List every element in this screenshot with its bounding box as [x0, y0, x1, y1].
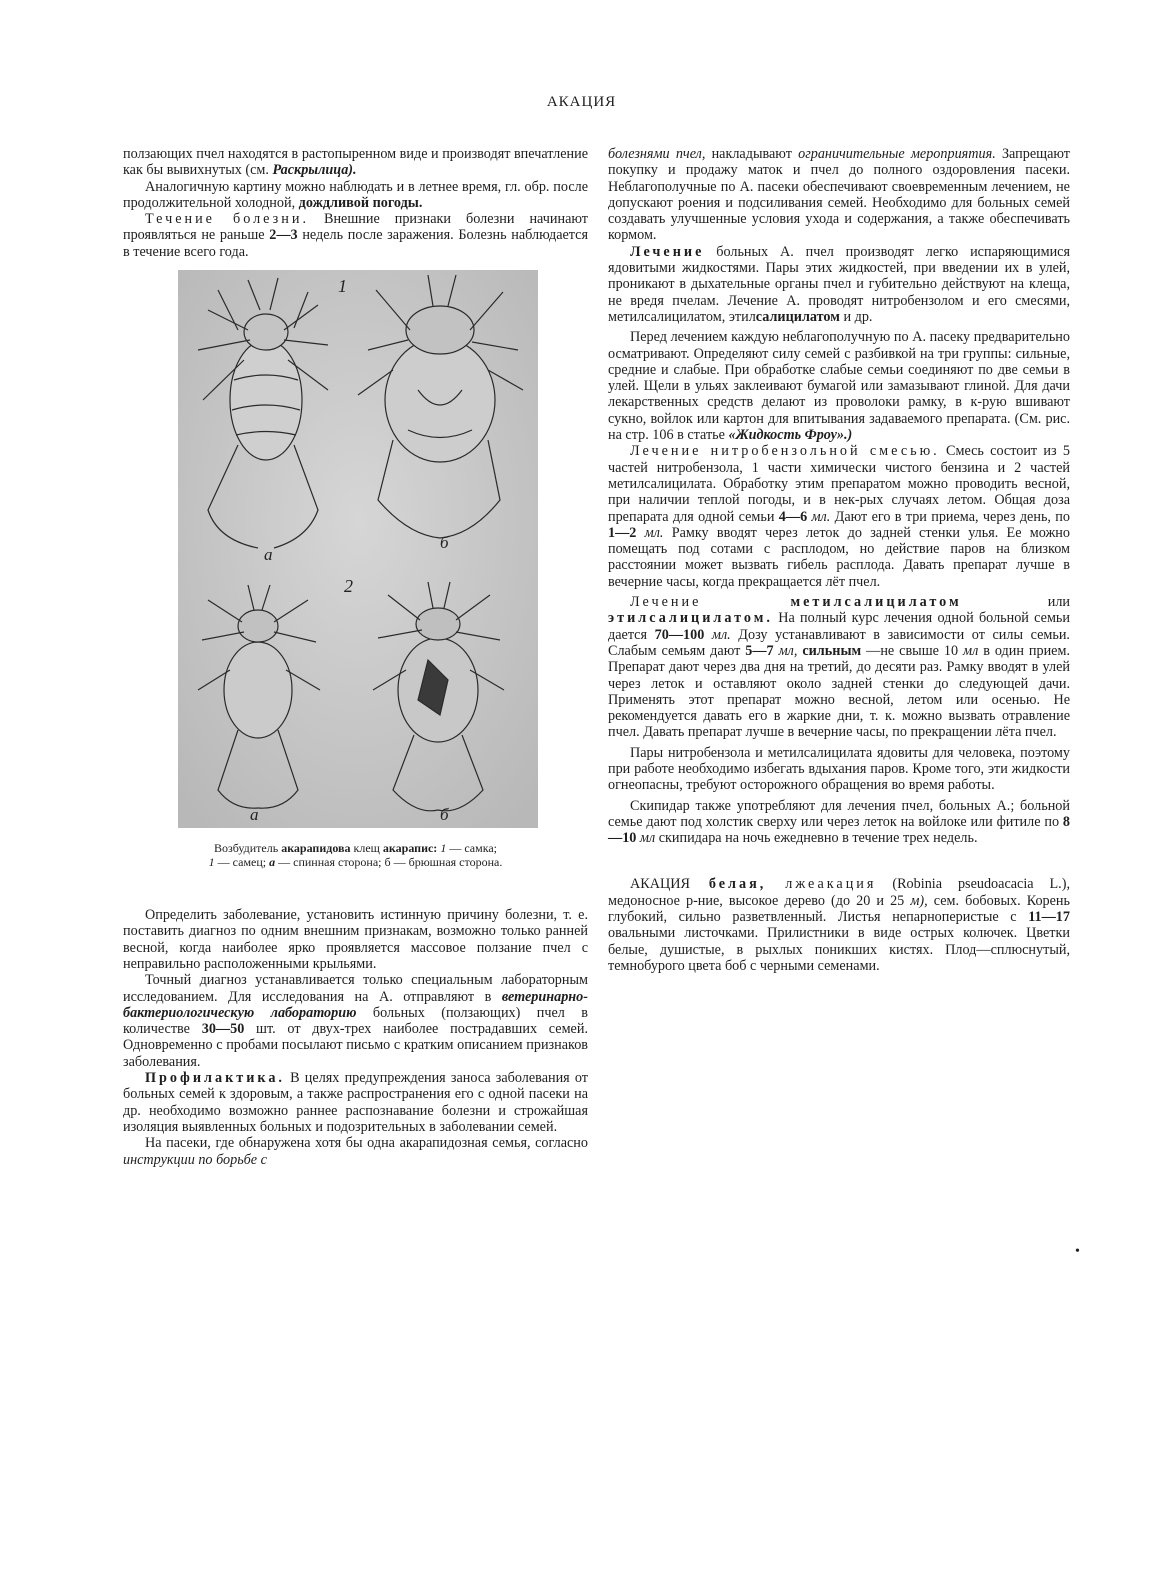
right-column — [608, 146, 1070, 974]
text: сем. бобовых. Корень глубокий, сильно разветвленный. Листья непарноперистые с — [608, 892, 1070, 926]
text: 1—2 — [608, 524, 637, 541]
paragraph — [608, 443, 1070, 590]
section-heading: Лечение нитробензольной смесью. — [630, 443, 940, 460]
text: 11—17 — [1028, 909, 1070, 926]
text: метилсалицилатом — [790, 594, 962, 611]
text: сильным — [797, 642, 862, 659]
paragraph — [123, 1135, 588, 1168]
text: ползающих пчел находятся в растопыренном виде и производят впечатление как бы вывихнутых (см. — [123, 146, 588, 179]
figure-label: 2 — [344, 576, 353, 597]
text: лжеакация — [766, 876, 877, 893]
figure — [123, 270, 588, 869]
text: шт. от двух-трех наиболее пострадавших семей. Одновременно с пробами посылают письмо с кратким описанием признаков заболевания. — [123, 1021, 588, 1070]
text: Дозу устанавливают в зависимости от силы семьи. Слабым семьям дают — [608, 626, 1070, 659]
text: 1 — [440, 841, 447, 856]
text: белая, — [689, 876, 767, 893]
text: 1 — [208, 854, 215, 869]
mite-illustration — [178, 270, 538, 828]
mite-drawing — [178, 270, 538, 828]
text: дождливой погоды. — [298, 194, 423, 211]
text: Аналогичную картину можно наблюдать и в летнее время, гл. обр. после продолжительной холодной, — [123, 178, 588, 211]
paragraph — [123, 211, 588, 260]
paragraph — [123, 146, 588, 179]
text: накладывают — [705, 146, 799, 162]
left-column — [123, 146, 588, 1168]
paragraph — [123, 972, 588, 1070]
text: недель после заражения. Болезнь наблюдается в течение всего года. — [123, 227, 588, 260]
text: 8—10 — [608, 813, 1070, 847]
text: мл. — [636, 524, 664, 541]
text: инструкции по борьбе с — [123, 1151, 267, 1168]
text: мл. — [704, 626, 731, 643]
text: — самка; — [446, 841, 498, 856]
text: 30—50 — [201, 1021, 245, 1038]
text: акарапис: — [382, 841, 438, 856]
text: мл. — [807, 508, 831, 525]
text: и др. — [839, 308, 873, 325]
paragraph — [123, 179, 588, 212]
text: Запрещают покупку и продажу маток и пчел до полного оздоровления пасеки. Неблагополучные по А. пасеки обеспечивают своевременным лечением, не допускают роения и подсиливания семей. Необходимо для больных семей создавать улучшенные условия ухода и содержания, а также обеспечивать кормом. — [608, 146, 1070, 244]
text: Рамку вводят через леток до задней стенки улья. Ее можно помещать под сотами с расплодом, но действие паров на близком расстоянии может вызвать гибель расплода. Давать препарат лучше в вечерние часы, когда прекращается лёт пчел. — [608, 524, 1070, 590]
paragraph — [608, 594, 1070, 741]
text: Внешние признаки болезни начинают проявляться не раньше — [123, 211, 588, 244]
text: м), — [910, 892, 928, 909]
text: больных (ползающих) пчел в количестве — [123, 1004, 588, 1038]
paragraph — [608, 329, 1070, 443]
text: акарапидова — [281, 841, 351, 856]
text: 5—7 — [745, 642, 774, 659]
text: Лечение — [630, 594, 791, 611]
text: мл — [963, 642, 979, 659]
text: Смесь состоит из 5 частей нитробензола, 1 части химически чистого бензина и 2 частей метилсалицилата. Обработку этим препаратом можно проводить весной, при наличии теплой погоды, и в нек-рых случаях летом. Общая доза препарата для одной семьи — [608, 443, 1070, 525]
figure-label: a — [250, 805, 259, 825]
text: — самец; — [214, 854, 270, 869]
paragraph: Определить заболевание, установить истинную причину болезни, т. е. поставить диагноз по одним внешним признакам, возможно только ранней весной, когда наиболее ярко проявляется массовое ползание пчел с неправильно расположенными крыльями. — [123, 907, 588, 972]
text: мл, — [773, 642, 798, 659]
paragraph — [608, 798, 1070, 847]
section-heading: этилсалицилатом. — [608, 610, 773, 627]
cross-reference-link[interactable]: «Жидкость Фроу».) — [728, 427, 853, 444]
text: Дают его в три приема, через день, по — [830, 508, 1070, 525]
figure-caption — [123, 842, 588, 869]
section-heading: Лечение — [630, 243, 705, 260]
text: На полный курс лечения одной больной семьи дается — [608, 610, 1070, 643]
text: (Robinia pseudoacacia L.), медоносное р-ние, высокое дерево (до 20 и 25 — [608, 876, 1070, 909]
text: ветеринарно-бактериологическую лабораторию — [123, 988, 588, 1021]
margin-bullet: • — [1075, 1244, 1080, 1259]
text: 4—6 — [778, 508, 808, 525]
text: или — [961, 594, 1071, 611]
section-heading: Течение болезни. — [145, 211, 309, 228]
text: больных А. пчел производят легко испаряющимися ядовитыми жидкостями. Пары этих жидкостей, при введении их в улей, проникают в дыхательные органы пчел и губительно действуют на клеща, не вредя пчелам. Лечение А. проводят нитробензолом и его смесями, метилсалицилатом, этил — [608, 243, 1070, 325]
paragraph — [608, 244, 1070, 325]
cross-reference-link[interactable]: Раскрылица). — [272, 162, 357, 179]
text: — спинная сторона; б — брюшная сторона. — [275, 854, 503, 869]
text: овальными листочками. Прилистники в виде острых колючек. Цветки белые, душистые, в рыхлых поникших кистях. Плод—сплюснутый, темнобурого цвета боб с черными семенами. — [608, 925, 1070, 974]
text: Скипидар также употребляют для лечения пчел, больных А.; больной семье дают под холстик сверху или через леток на войлоке или фитиле по — [608, 797, 1070, 830]
text: В целях предупреждения заноса заболевания от больных семей к здоровым, а также распространения его с одной пасеки на др. необходимо возможно раннее распознавание болезни и строжайшая изоляция выявленных больных и подозрительных в заболевании семей. — [123, 1070, 588, 1135]
text: —не свыше 10 — [861, 642, 964, 659]
figure-label: б — [440, 805, 449, 825]
text: Точный диагноз устанавливается только специальным лабораторным исследованием. Для исследования на А. отправляют в — [123, 972, 588, 1005]
section-heading: Профилактика. — [145, 1070, 285, 1087]
paragraph: Пары нитробензола и метилсалицилата ядовиты для человека, поэтому при работе необходимо избегать вдыхания паров. Кроме того, эти жидкости огнеопасны, требуют осторожного обращения во время работы. — [608, 744, 1070, 794]
text: мл — [636, 830, 656, 847]
text: клещ — [350, 841, 383, 856]
figure-label: 1 — [338, 276, 347, 297]
entry-paragraph — [608, 876, 1070, 974]
page-title: АКАЦИЯ — [546, 94, 617, 110]
entry-title: АКАЦИЯ — [630, 876, 690, 893]
text: в один прием. Препарат дают через два дня на третий, до десяти раз. Рамку вводят в улей через леток и оставляют около задней стенки до следующей дачи. Применять этот препарат можно весной, летом или осенью. Не рекомендуется давать его в жаркие дни, т. к. можно вызвать отравление пчел. Давать препарат лучше в вечерние часы, по прекращении лёта пчел. — [608, 642, 1071, 741]
text: Перед лечением каждую неблагополучную по А. пасеку предварительно осматривают. Определяют силу семей с разбивкой на три группы: сильные, средние и слабые. При обработке слабые семьи соединяют по две семьи в улей. Щели в ульях заклеивают бумагой или замазывают глиной. Для дачи лекарственных средств делают из проволоки рамку, в к-рую вшивают сукно, войлок или картон для впитывания задаваемого препарата. (См. рис. на стр. 106 в статье — [608, 329, 1070, 444]
text: 70—100 — [654, 626, 705, 643]
paragraph — [123, 1070, 588, 1135]
text: а — [269, 854, 276, 869]
paragraph — [608, 146, 1070, 244]
text: скипидара на ночь ежедневно в течение трех недель. — [655, 830, 978, 847]
text: болезнями пчел, — [608, 146, 706, 162]
text: ограничительные мероприятия. — [798, 146, 996, 162]
figure-label: б — [440, 533, 449, 553]
text: На пасеки, где обнаружена хотя бы одна акарапидозная семья, согласно — [145, 1135, 588, 1152]
figure-label: a — [264, 545, 273, 565]
text: 2—3 — [269, 227, 298, 244]
text: салицилатом — [755, 308, 840, 325]
text: Возбудитель — [213, 841, 282, 856]
